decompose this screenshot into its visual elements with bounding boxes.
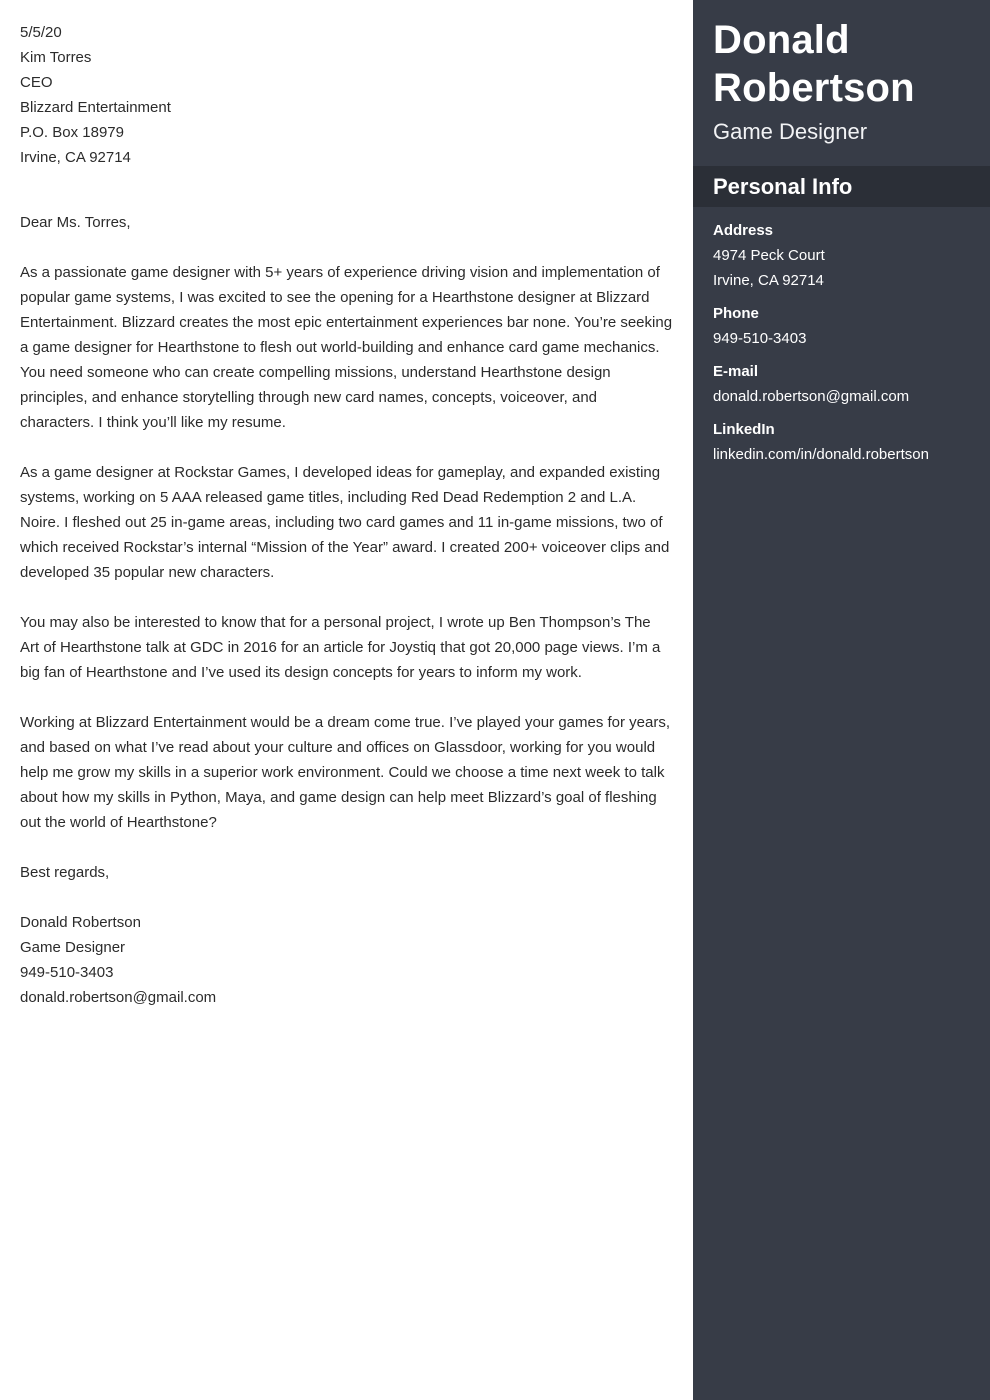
- address-block: [713, 218, 970, 293]
- sidebar: [693, 0, 990, 1400]
- signature-phone: 949-510-3403: [20, 964, 114, 981]
- phone-label: Phone: [713, 305, 759, 322]
- paragraph-experience: As a game designer at Rockstar Games, I developed ideas for gameplay, and expanded existing systems, working on 5 AAA released game titles, including Red Dead Redemption 2 and L.A. Noire. I fleshed out 25 in-game areas, including two card games and 11 in-game missions, two of which received Rockstar’s internal “Mission of the Year” award. I created 200+ voiceover clips and developed 35 popular new characters.: [20, 464, 670, 581]
- address-line1: 4974 Peck Court: [713, 247, 825, 264]
- email-value: donald.robertson@gmail.com: [713, 388, 910, 405]
- address-label: Address: [713, 222, 774, 239]
- phone-block: [713, 301, 970, 351]
- signature-email: donald.robertson@gmail.com: [20, 989, 217, 1006]
- email-block: [713, 359, 970, 409]
- paragraph-call-to-action: Working at Blizzard Entertainment would be a dream come true. I’ve played your games for years, and based on what I’ve read about your culture and offices on Glassdoor, working for you would help me grow my skills in a superior work environment. Could we choose a time next week to talk about how my skills in Python, Maya, and game design can help meet Blizzard’s goal of fleshing out the world of Hearthstone?: [20, 714, 671, 831]
- personal-info-header: Personal Info: [693, 166, 990, 207]
- recipient-address-line1: P.O. Box 18979: [20, 124, 124, 141]
- recipient-name: Kim Torres: [20, 49, 92, 66]
- salutation: Dear Ms. Torres,: [20, 214, 131, 231]
- linkedin-block: [713, 417, 970, 467]
- email-label: E-mail: [713, 363, 759, 380]
- applicant-name: [693, 0, 990, 112]
- applicant-title: Game Designer: [713, 119, 868, 144]
- signature-name: Donald Robertson: [20, 914, 141, 931]
- recipient-company: Blizzard Entertainment: [20, 99, 171, 116]
- personal-info: [693, 207, 990, 467]
- closing: Best regards,: [20, 864, 110, 881]
- paragraph-personal-project: You may also be interested to know that for a personal project, I wrote up Ben Thompson’s The Art of Hearthstone talk at GDC in 2016 for an article for Joystiq that got 20,000 page views. I’m a big fan of Hearthstone and I’ve used its design concepts for years to inform my work.: [20, 614, 661, 681]
- phone-value: 949-510-3403: [713, 330, 807, 347]
- letter-date: 5/5/20: [20, 24, 62, 41]
- recipient-address-line2: Irvine, CA 92714: [20, 149, 131, 166]
- address-line2: Irvine, CA 92714: [713, 272, 824, 289]
- applicant-first-name: Donald: [713, 18, 850, 62]
- signature-title: Game Designer: [20, 939, 126, 956]
- linkedin-label: LinkedIn: [713, 421, 775, 438]
- applicant-last-name: Robertson: [713, 66, 915, 110]
- linkedin-value: linkedin.com/in/donald.robertson: [713, 446, 929, 463]
- recipient-title: CEO: [20, 74, 53, 91]
- paragraph-intro: As a passionate game designer with 5+ years of experience driving vision and implementation of popular game systems, I was excited to see the opening for a Hearthstone designer at Blizzard Entertainment. Blizzard creates the most epic entertainment experiences bar none. You’re seeking a game designer for Hearthstone to flesh out world-building and enhance card game mechanics. You need someone who can create compelling missions, understand Hearthstone design principles, and enhance storytelling through new card names, concepts, voiceover, and characters. I think you’ll like my resume.: [20, 264, 673, 431]
- signature-block: [20, 910, 673, 1010]
- recipient-block: [20, 45, 673, 170]
